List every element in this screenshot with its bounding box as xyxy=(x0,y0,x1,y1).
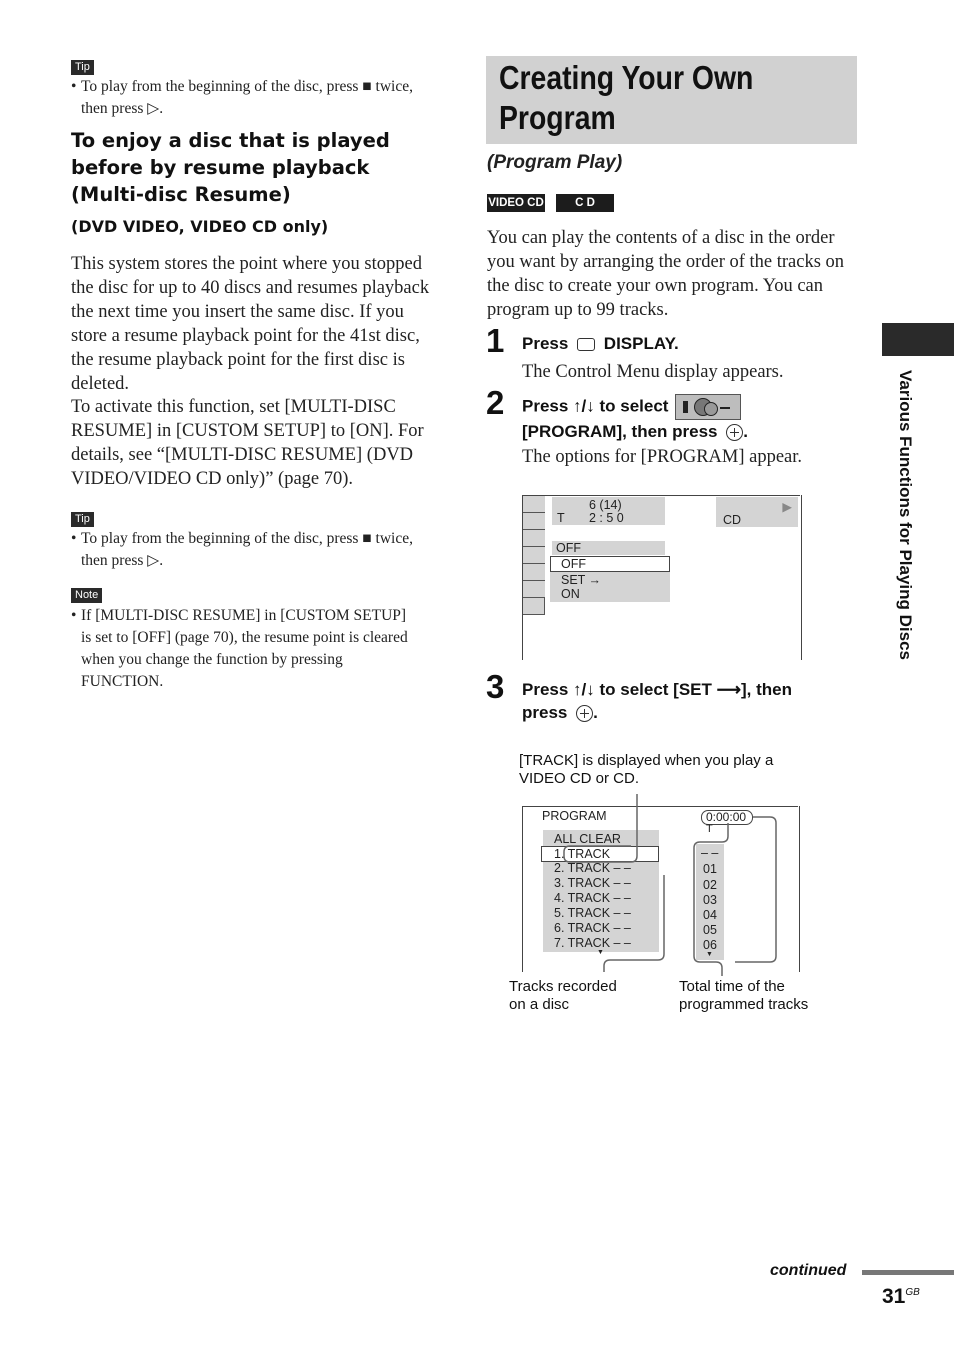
note-block: Note • If [MULTI-DISC RESUME] in [CUSTOM SETUP] is set to [OFF] (page 70), the resume point is cleared when you change the function by pressing FUNCTION. xyxy=(71,589,408,690)
video-cd-tag: VIDEO CD xyxy=(487,194,545,212)
tip-text-line: then press ▷. xyxy=(81,100,164,117)
tip-text-line: then press ▷. xyxy=(81,552,164,569)
body-paragraph-2: To activate this function, set [MULTI-DISC RESUME] in [CUSTOM SETUP] to [ON]. For details, see “[MULTI-DISC RESUME] (DVD VIDEO/VIDEO CD only)” (page 70). xyxy=(71,397,424,489)
body-paragraph-1: This system stores the point where you stopped the disc for up to 40 discs and resumes playback the next time you insert the same disc. If you store a resume playback point for the 41st disc, the resume playback point for the first disc is deleted. xyxy=(71,254,430,394)
program-item[interactable]: ALL CLEAR xyxy=(554,832,621,846)
step-1-description: The Control Menu display appears. xyxy=(522,362,784,382)
section-heading: To enjoy a disc that is played before by resume playback (Multi-disc Resume) xyxy=(71,129,390,206)
program-item[interactable]: 2. TRACK – – xyxy=(554,861,631,875)
program-item[interactable]: 4. TRACK – – xyxy=(554,891,631,905)
track-time-panel: 6 (14) T 2 : 5 0 xyxy=(552,497,665,525)
step-1-instruction: Press DISPLAY. xyxy=(522,334,679,353)
step-number: 3 xyxy=(486,668,505,705)
program-total-time: 0:00:00 xyxy=(701,810,753,825)
track-list: – – 01 02 03 04 05 06 ▼ xyxy=(696,844,724,960)
disc-type-panel: ▶ CD xyxy=(716,497,798,527)
cd-tag: C D xyxy=(556,194,614,212)
program-item[interactable]: 3. TRACK – – xyxy=(554,876,631,890)
program-item[interactable]: 5. TRACK – – xyxy=(554,906,631,920)
program-item[interactable]: 7. TRACK – – xyxy=(554,936,631,950)
step-2-instruction: Press ↑/↓ to select [PROGRAM], then press . xyxy=(522,394,852,443)
intro-paragraph: You can play the contents of a disc in the order you want by arranging the order of the tracks on the disc to create your own program. You can program up to 99 tracks. xyxy=(487,228,845,320)
step-number: 2 xyxy=(486,384,505,421)
sidebar-tab xyxy=(882,323,954,356)
callout-total-time: Total time of the programmed tracks xyxy=(679,978,809,1013)
step-number: 1 xyxy=(486,322,505,359)
step-3-instruction: Press ↑/↓ to select [SET ⟶], then press . xyxy=(522,680,793,722)
continued-label: continued xyxy=(770,1262,847,1279)
callout-tracks-recorded: Tracks recorded on a disc xyxy=(509,978,617,1013)
tip-text-line: To play from the beginning of the disc, press ■ twice, xyxy=(81,78,413,95)
tip-block-1: Tip • To play from the beginning of the disc, press ■ twice, then press ▷. xyxy=(71,57,443,120)
program-item[interactable]: 6. TRACK – – xyxy=(554,921,631,935)
page-title: Creating Your Own Program xyxy=(499,59,754,136)
tip-badge: Tip xyxy=(71,512,94,527)
note-badge: Note xyxy=(71,588,102,603)
option-set[interactable]: SET → xyxy=(561,573,602,587)
tip-badge: Tip xyxy=(71,60,94,75)
page-number: $31^{GB}$ xyxy=(882,1285,920,1308)
scroll-down-icon: ▼ xyxy=(706,951,713,958)
option-on[interactable]: ON xyxy=(561,587,580,601)
step-2-description: The options for [PROGRAM] appear. xyxy=(522,447,803,467)
page-subtitle: (Program Play) xyxy=(487,152,623,173)
program-display: PROGRAM 0:00:00 T ALL CLEAR 1. TRACK 2. TRACK – – 3. TRACK – – 4. TRACK – – 5. TRACK – – 6. TRACK – – 7. TRACK – – ▼ – – 01 02 03 04 05 06 ▼ xyxy=(522,806,800,973)
program-current-value: OFF xyxy=(552,541,665,555)
tip-block-2: Tip • To play from the beginning of the disc, press ■ twice, then press ▷. xyxy=(71,509,443,572)
scroll-down-icon: ▼ xyxy=(597,949,604,956)
sidebar-section-label: Various Functions for Playing Discs xyxy=(896,370,915,661)
section-subheading: (DVD VIDEO, VIDEO CD only) xyxy=(71,217,329,236)
option-off-selected[interactable]: OFF xyxy=(550,556,670,572)
program-item-selected[interactable]: 1. TRACK xyxy=(541,846,659,862)
program-header: PROGRAM xyxy=(542,809,607,823)
callout-track-note: [TRACK] is displayed when you play a VIDEO CD or CD. xyxy=(519,752,774,787)
tip-text-line: To play from the beginning of the disc, press ■ twice, xyxy=(81,530,413,547)
continued-rule xyxy=(862,1270,954,1275)
